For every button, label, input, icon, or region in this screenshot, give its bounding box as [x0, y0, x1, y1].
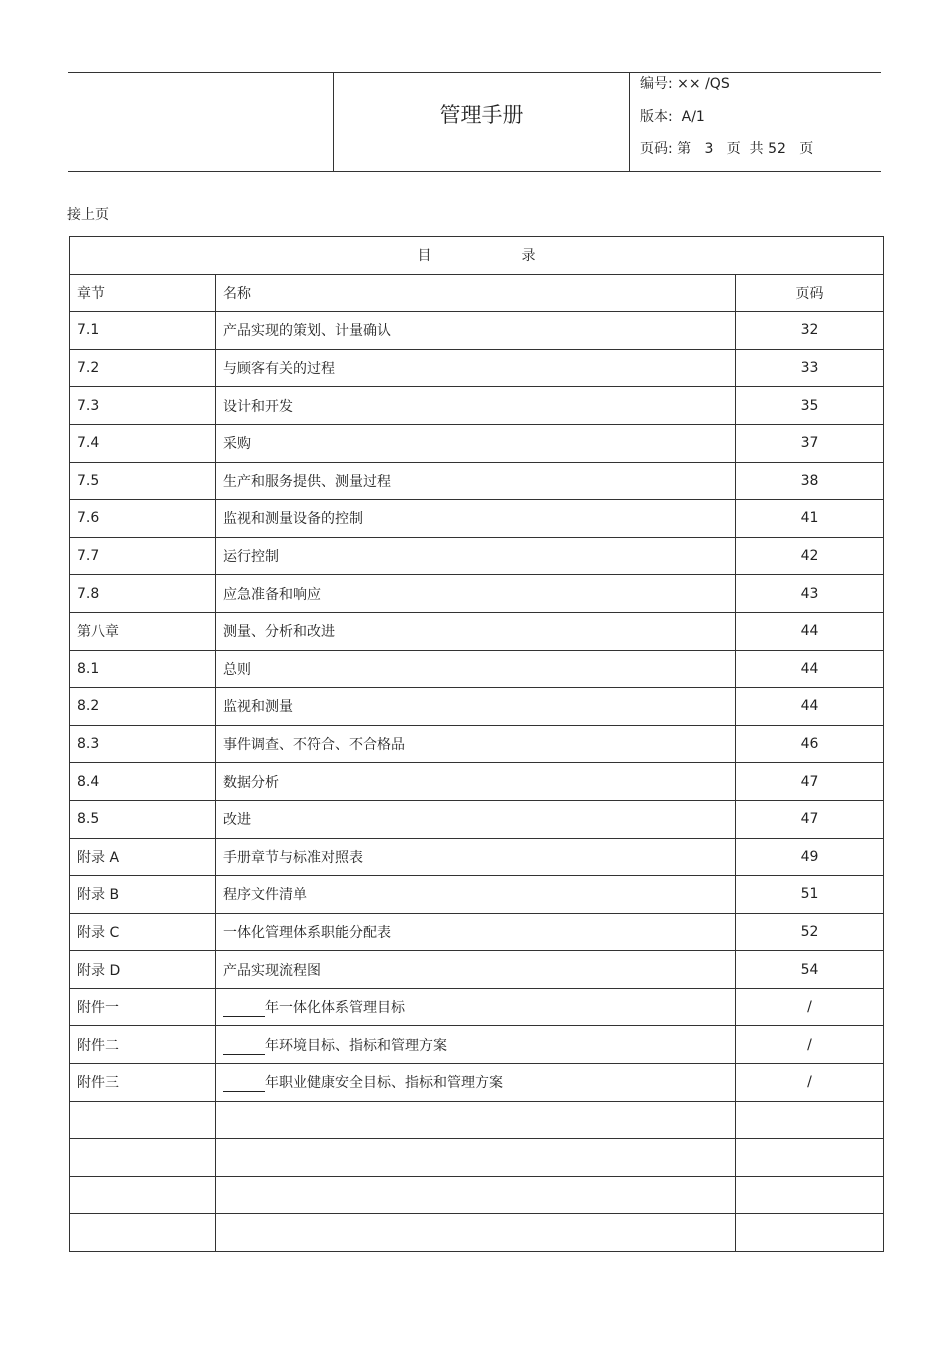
name-cell: 设计和开发: [216, 387, 736, 425]
table-row: [70, 1026, 884, 1064]
table-row: [70, 650, 884, 688]
chapter-cell: 7.7: [70, 537, 216, 575]
name-cell: 监视和测量设备的控制: [216, 500, 736, 538]
table-row: [70, 876, 884, 914]
name-cell: 监视和测量: [216, 688, 736, 726]
page-cell: 51: [736, 876, 884, 914]
chapter-cell: 7.2: [70, 349, 216, 387]
name-cell: 一体化管理体系职能分配表: [216, 913, 736, 951]
chapter-cell: 附件一: [70, 988, 216, 1026]
chapter-cell: 附录 A: [70, 838, 216, 876]
name-cell: 应急准备和响应: [216, 575, 736, 613]
page-cell: 35: [736, 387, 884, 425]
page-cell: 44: [736, 650, 884, 688]
empty-row: [70, 1214, 884, 1252]
table-row: [70, 725, 884, 763]
name-cell: 测量、分析和改进: [216, 612, 736, 650]
page-cell: 44: [736, 612, 884, 650]
name-cell: 与顾客有关的过程: [216, 349, 736, 387]
chapter-cell: 8.3: [70, 725, 216, 763]
chapter-cell: 7.6: [70, 500, 216, 538]
chapter-cell: 附录 D: [70, 951, 216, 989]
continued-label: 接上页: [67, 207, 109, 223]
name-cell: 生产和服务提供、测量过程: [216, 462, 736, 500]
empty-row: [70, 1101, 884, 1139]
table-row: [70, 951, 884, 989]
table-row: [70, 575, 884, 613]
chapter-cell: 7.5: [70, 462, 216, 500]
page-cell: 52: [736, 913, 884, 951]
chapter-cell: 附录 B: [70, 876, 216, 914]
name-cell: 采购: [216, 424, 736, 462]
name-cell: 数据分析: [216, 763, 736, 801]
page-cell: 38: [736, 462, 884, 500]
empty-row: [70, 1176, 884, 1214]
page-cell: 54: [736, 951, 884, 989]
page-cell: 42: [736, 537, 884, 575]
table-row: [70, 612, 884, 650]
name-cell: 产品实现的策划、计量确认: [216, 312, 736, 350]
page-cell: 49: [736, 838, 884, 876]
chapter-cell: 7.4: [70, 424, 216, 462]
table-row: [70, 763, 884, 801]
column-header-page: 页码: [736, 274, 884, 312]
chapter-cell: 8.1: [70, 650, 216, 688]
fill-in-blank: [223, 1040, 265, 1055]
page-cell: /: [736, 1064, 884, 1102]
page-cell: 33: [736, 349, 884, 387]
page-cell: 41: [736, 500, 884, 538]
table-row: [70, 312, 884, 350]
page-cell: 46: [736, 725, 884, 763]
name-cell: 改进: [216, 800, 736, 838]
chapter-cell: 8.5: [70, 800, 216, 838]
table-row: [70, 688, 884, 726]
name-cell: 年环境目标、指标和管理方案: [216, 1026, 736, 1064]
page-cell: 47: [736, 763, 884, 801]
table-row: [70, 500, 884, 538]
document-title: 管理手册: [439, 103, 524, 127]
chapter-cell: 7.8: [70, 575, 216, 613]
empty-row: [70, 1139, 884, 1177]
fill-in-blank: [223, 1002, 265, 1017]
name-cell: 事件调查、不符合、不合格品: [216, 725, 736, 763]
chapter-cell: 8.4: [70, 763, 216, 801]
document-code: 编号: ×× /QS: [640, 76, 730, 92]
table-row: [70, 800, 884, 838]
page-cell: 47: [736, 800, 884, 838]
page-cell: /: [736, 1026, 884, 1064]
table-row: [70, 1064, 884, 1102]
column-header-chapter: 章节: [70, 274, 216, 312]
table-row: [70, 838, 884, 876]
table-row: [70, 988, 884, 1026]
document-page-number: 页码: 第 3 页 共 52 页: [640, 141, 814, 157]
chapter-cell: 第八章: [70, 612, 216, 650]
page-cell: /: [736, 988, 884, 1026]
column-header-name: 名称: [216, 274, 736, 312]
name-cell: 运行控制: [216, 537, 736, 575]
toc-caption: 目 录: [70, 237, 884, 275]
name-cell: 程序文件清单: [216, 876, 736, 914]
name-cell: 手册章节与标准对照表: [216, 838, 736, 876]
chapter-cell: 7.1: [70, 312, 216, 350]
document-header: [68, 72, 881, 172]
table-row: [70, 349, 884, 387]
table-row: [70, 913, 884, 951]
fill-in-blank: [223, 1077, 265, 1092]
page-cell: 44: [736, 688, 884, 726]
toc-header-row: [70, 274, 884, 312]
table-row: [70, 537, 884, 575]
header-divider: [629, 73, 630, 171]
toc-table: [69, 236, 884, 1252]
table-row: [70, 387, 884, 425]
chapter-cell: 7.3: [70, 387, 216, 425]
toc-caption-row: [70, 237, 884, 275]
page-cell: 37: [736, 424, 884, 462]
table-row: [70, 462, 884, 500]
page-cell: 32: [736, 312, 884, 350]
page-cell: 43: [736, 575, 884, 613]
table-row: [70, 424, 884, 462]
name-cell: 年职业健康安全目标、指标和管理方案: [216, 1064, 736, 1102]
name-cell: 总则: [216, 650, 736, 688]
document-version: 版本: A/1: [640, 109, 705, 125]
chapter-cell: 附录 C: [70, 913, 216, 951]
name-cell: 年一体化体系管理目标: [216, 988, 736, 1026]
chapter-cell: 8.2: [70, 688, 216, 726]
chapter-cell: 附件三: [70, 1064, 216, 1102]
name-cell: 产品实现流程图: [216, 951, 736, 989]
chapter-cell: 附件二: [70, 1026, 216, 1064]
